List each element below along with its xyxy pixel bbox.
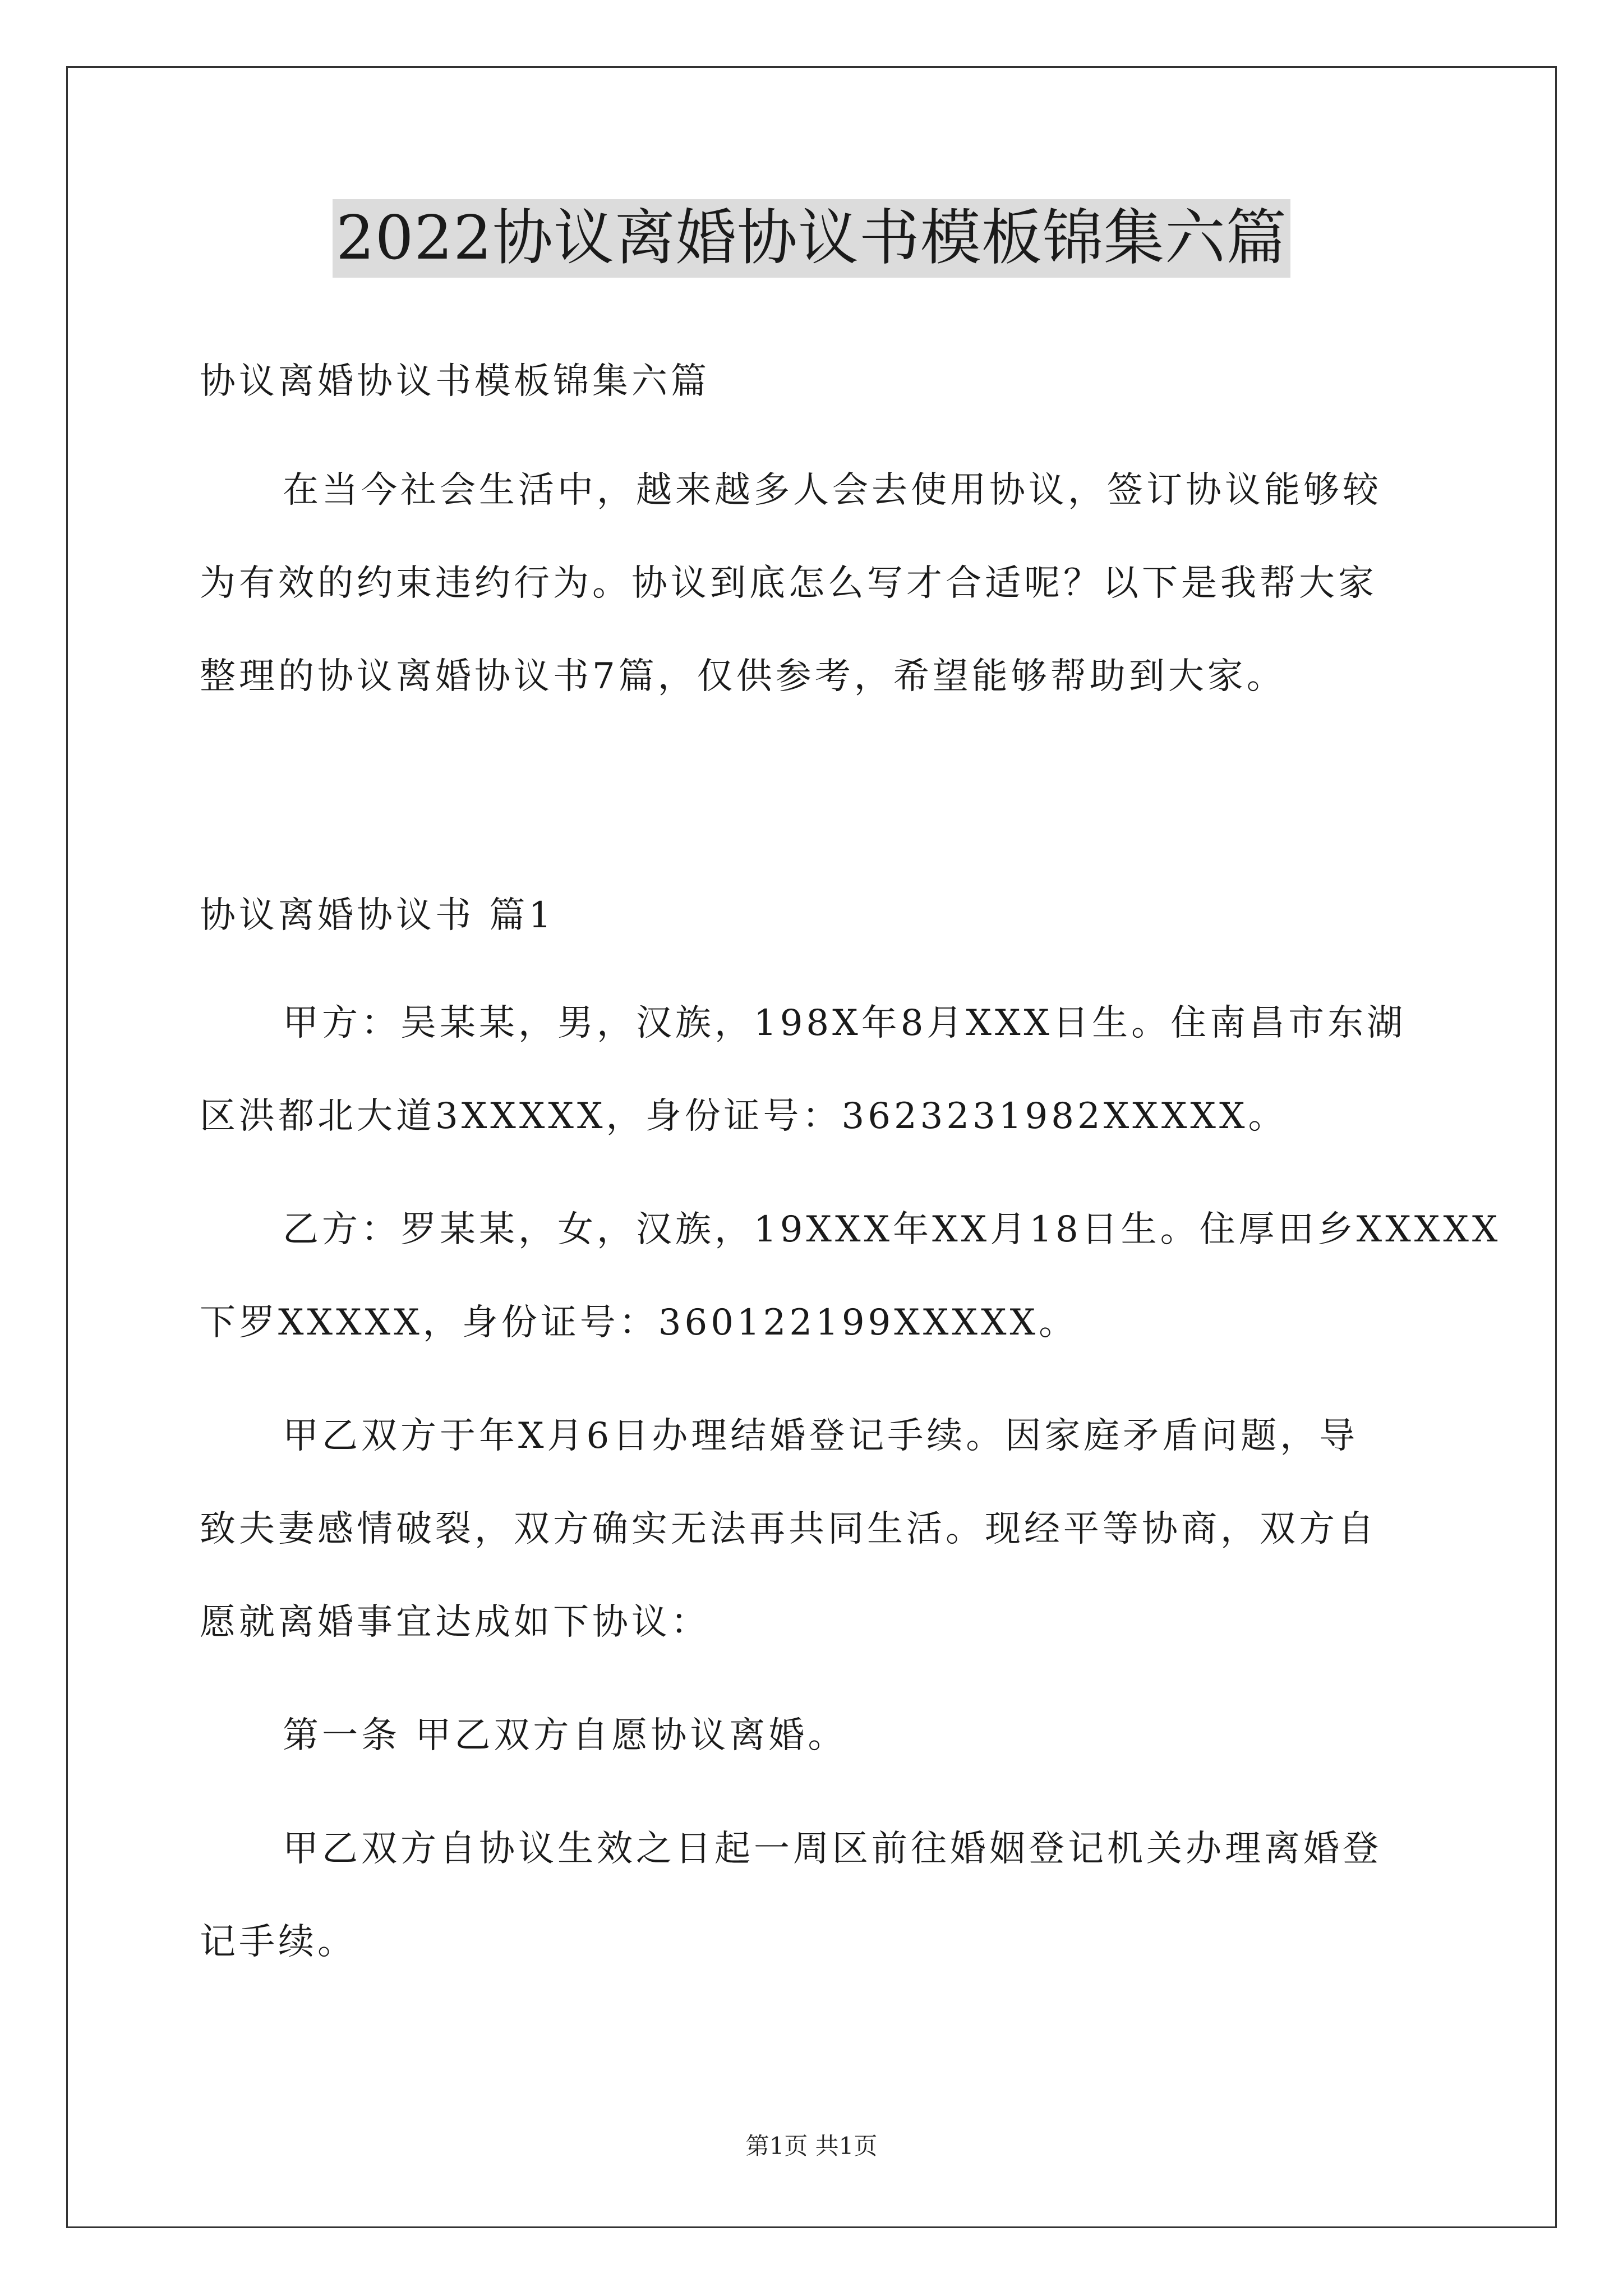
party-b-line-2: 下罗XXXXX，身份证号：360122199XXXXX。 (200, 1302, 1078, 1343)
background-line-2: 致夫妻感情破裂，双方确实无法再共同生活。现经平等协商，双方自 (200, 1508, 1377, 1550)
section-heading: 协议离婚协议书 篇1 (200, 895, 555, 936)
document-subtitle: 协议离婚协议书模板锦集六篇 (200, 361, 710, 402)
intro-line-3: 整理的协议离婚协议书7篇，仅供参考，希望能够帮助到大家。 (200, 656, 1286, 697)
title-container (0, 199, 1623, 278)
article-1-heading: 第一条 甲乙双方自愿协议离婚。 (283, 1715, 847, 1756)
article-1-text-line-1: 甲乙双方自协议生效之日起一周区前往婚姻登记机关办理离婚登 (283, 1828, 1382, 1870)
background-line-1: 甲乙双方于年X月6日办理结婚登记手续。因家庭矛盾问题，导 (283, 1415, 1359, 1457)
background-line-3: 愿就离婚事宜达成如下协议： (200, 1602, 710, 1643)
intro-line-2: 为有效的约束违约行为。协议到底怎么写才合适呢？以下是我帮大家 (200, 563, 1377, 604)
party-a-line-2: 区洪都北大道3XXXXX，身份证号：3623231982XXXXX。 (200, 1096, 1288, 1137)
intro-line-1: 在当今社会生活中，越来越多人会去使用协议，签订协议能够较 (283, 470, 1382, 511)
page-footer: 第1页 共1页 (745, 2132, 878, 2160)
party-b-line-1: 乙方：罗某某，女，汉族，19XXX年XX月18日生。住厚田乡XXXXX (283, 1209, 1501, 1250)
party-a-line-1: 甲方：吴某某，男，汉族，198X年8月XXX日生。住南昌市东湖 (283, 1002, 1407, 1044)
article-1-text-line-2: 记手续。 (200, 1921, 357, 1963)
document-title: 2022协议离婚协议书模板锦集六篇 (333, 199, 1290, 278)
